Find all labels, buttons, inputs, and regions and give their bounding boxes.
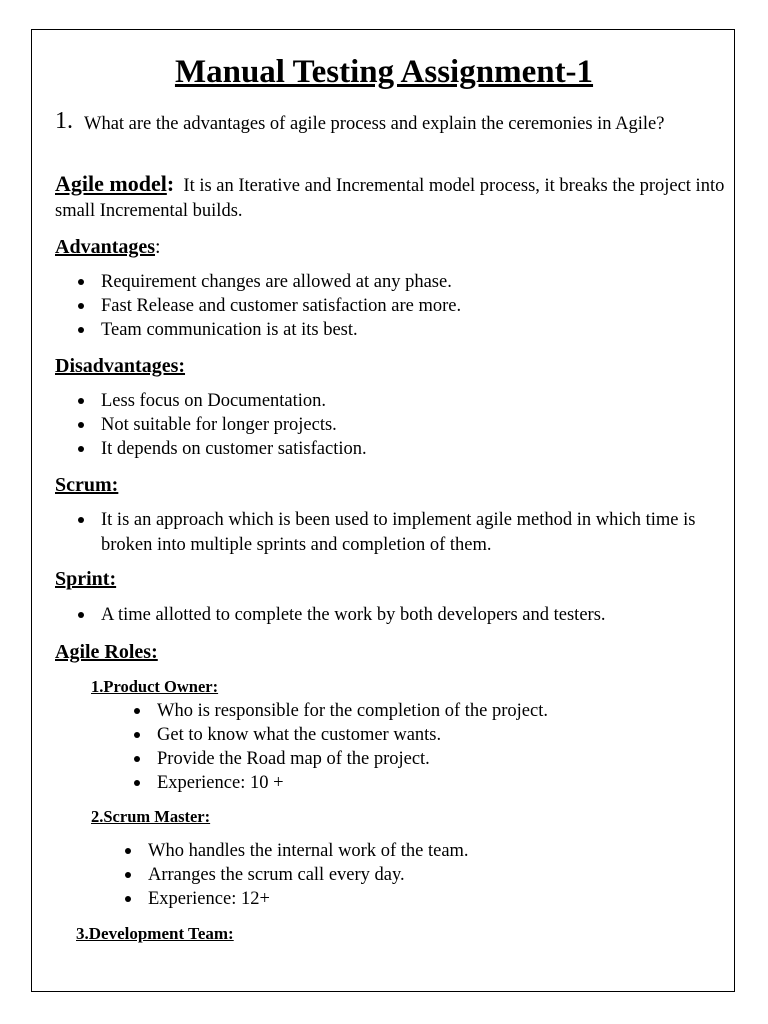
agile-roles-heading [55, 639, 158, 665]
advantages-colon: : [155, 236, 161, 258]
bullet-icon [78, 446, 84, 452]
list-item [55, 389, 715, 413]
bullet-icon [125, 848, 131, 854]
disadvantages-list [55, 389, 715, 461]
bullet-icon [78, 327, 84, 333]
scrum-heading [55, 472, 118, 498]
list-item-text: Arranges the scrum call every day. [148, 865, 405, 885]
list-item [55, 270, 715, 294]
product-owner-heading: 1.Product Owner: [91, 677, 219, 696]
advantages-heading-label: Advantages [55, 236, 156, 258]
question-number: 1. [55, 108, 73, 134]
list-item [111, 771, 711, 795]
scrum-master-list [102, 839, 702, 911]
agile-model-text: It is an Iterative and Incremental model process, it breaks the project into small Incremental builds. [55, 176, 725, 221]
list-item-text: A time allotted to complete the work by both developers and testers. [101, 605, 606, 625]
list-item-text: Who handles the internal work of the team. [148, 841, 469, 861]
question-text: What are the advantages of agile process and explain the ceremonies in Agile? [84, 114, 665, 134]
bullet-icon [78, 398, 84, 404]
agile-roles-heading-label: Agile Roles: [55, 641, 158, 663]
agile-model-heading: Agile model [55, 171, 167, 196]
scrum-heading-label: Scrum: [55, 474, 119, 496]
list-item-text: Team communication is at its best. [101, 320, 358, 340]
bullet-icon [134, 780, 140, 786]
bullet-icon [78, 612, 84, 618]
disadvantages-heading [55, 353, 185, 379]
list-item [55, 603, 725, 627]
list-item [55, 413, 715, 437]
list-item [55, 294, 715, 318]
sprint-heading [55, 566, 116, 592]
bullet-icon [134, 708, 140, 714]
bullet-icon [125, 872, 131, 878]
list-item [102, 887, 702, 911]
list-item [111, 723, 711, 747]
list-item [102, 863, 702, 887]
list-item [55, 508, 725, 558]
bullet-icon [134, 756, 140, 762]
list-item-text: Requirement changes are allowed at any phase. [101, 272, 452, 292]
list-item-text: Not suitable for longer projects. [101, 415, 337, 435]
advantages-list [55, 270, 715, 342]
list-item [111, 699, 711, 723]
list-item [102, 839, 702, 863]
development-team-heading: 3.Development Team: [76, 924, 234, 943]
scrum-list [55, 508, 725, 558]
bullet-icon [78, 422, 84, 428]
sprint-heading-label: Sprint: [55, 568, 117, 590]
list-item [55, 437, 715, 461]
list-item [55, 318, 715, 342]
bullet-icon [78, 279, 84, 285]
agile-model-paragraph [55, 171, 725, 224]
list-item-text: Experience: 10 + [157, 773, 284, 793]
document-title: Manual Testing Assignment-1 [174, 54, 594, 90]
agile-model-colon: : [166, 171, 175, 196]
list-item-text: Get to know what the customer wants. [157, 725, 442, 745]
list-item [111, 747, 711, 771]
scrum-master-heading: 2.Scrum Master: [91, 807, 211, 826]
list-item-text: Fast Release and customer satisfaction are more. [101, 296, 462, 316]
list-item-text: It depends on customer satisfaction. [101, 439, 367, 459]
bullet-icon [134, 732, 140, 738]
product-owner-list [111, 699, 711, 795]
bullet-icon [125, 896, 131, 902]
list-item-text: Experience: 12+ [148, 889, 270, 909]
list-item-text: Provide the Road map of the project. [157, 749, 430, 769]
advantages-heading [55, 234, 161, 260]
bullet-icon [78, 303, 84, 309]
bullet-icon [78, 517, 84, 523]
sprint-list [55, 603, 725, 627]
list-item-text: Less focus on Documentation. [101, 391, 327, 411]
list-item-text: It is an approach which is been used to implement agile method in which time is broken into multiple sprints and completion of them. [101, 510, 696, 555]
disadvantages-heading-label: Disadvantages: [55, 355, 186, 377]
list-item-text: Who is responsible for the completion of the project. [157, 701, 548, 721]
